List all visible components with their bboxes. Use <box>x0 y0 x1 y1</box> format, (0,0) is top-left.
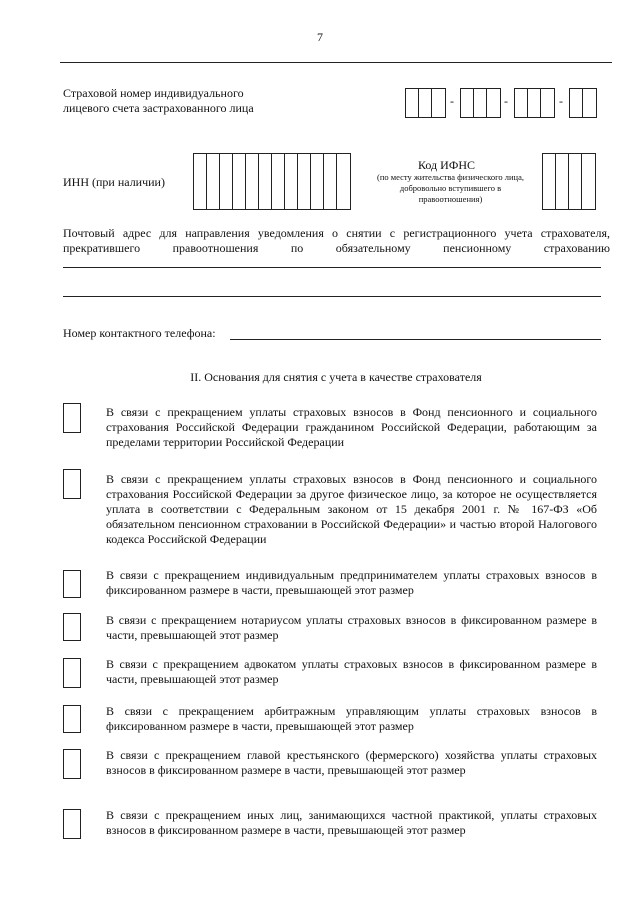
section-title: II. Основания для снятия с учета в качестве страхователя <box>190 370 482 384</box>
snils-group-4[interactable] <box>569 88 597 118</box>
reason-text: В связи с прекращением нотариусом уплаты страховых взносов в фиксированном размере в части, превышающей этот размер <box>106 613 597 642</box>
page-number: 7 <box>317 30 323 44</box>
snils-label <box>63 86 254 116</box>
ifns-note: (по месту жительства физического лица, добровольно вступившего в правоотношения) <box>376 172 524 204</box>
phone-input-line[interactable] <box>230 339 601 340</box>
reason-text: В связи с прекращением индивидуальным предпринимателем уплаты страховых взносов в фиксированном размере в части, превышающей этот размер <box>106 568 597 597</box>
reason-checkbox[interactable] <box>63 403 81 433</box>
snils-separator: - <box>450 94 454 108</box>
address-line-2[interactable] <box>63 296 601 297</box>
inn-input-cells[interactable] <box>193 153 351 210</box>
header-divider <box>60 62 612 63</box>
snils-label-line1: Страховой номер индивидуального <box>63 86 244 100</box>
inn-label: ИНН (при наличии) <box>63 175 165 189</box>
reason-checkbox[interactable] <box>63 570 81 598</box>
snils-separator: - <box>504 94 508 108</box>
reason-checkbox[interactable] <box>63 809 81 839</box>
reason-text: В связи с прекращением главой крестьянского (фермерского) хозяйства уплаты страховых взносов в фиксированном размере в части, превышающей этот размер <box>106 748 597 777</box>
reason-checkbox[interactable] <box>63 705 81 733</box>
phone-label: Номер контактного телефона: <box>63 326 216 340</box>
snils-separator: - <box>559 94 563 108</box>
snils-group-1[interactable] <box>405 88 446 118</box>
ifns-input-cells[interactable] <box>542 153 596 210</box>
reason-text: В связи с прекращением уплаты страховых взносов в Фонд пенсионного и социального страхования Российской Федерации за другое физическое лицо, за которое не осуществляется уплата в соответствии с Федеральным законом от 15 декабря 2001 г. № 167-ФЗ «Об обязательном пенсионном страховании в Российской Федерации» и частью второй Налогового кодекса Российской Федерации <box>106 472 597 546</box>
reason-text: В связи с прекращением адвокатом уплаты страховых взносов в фиксированном размере в части, превышающей этот размер <box>106 657 597 686</box>
reason-checkbox[interactable] <box>63 749 81 779</box>
snils-group-3[interactable] <box>514 88 555 118</box>
snils-label-line2: лицевого счета застрахованного лица <box>63 101 254 115</box>
address-line-1[interactable] <box>63 267 601 268</box>
ifns-title: Код ИФНС <box>418 158 475 172</box>
reason-text: В связи с прекращением уплаты страховых взносов в Фонд пенсионного и социального страхования Российской Федерации гражданином Российской Федерации, работающим за пределами территории Российской Федерации <box>106 405 597 449</box>
reason-text: В связи с прекращением иных лиц, занимающихся частной практикой, уплаты страховых взносов в фиксированном размере в части, превышающей этот размер <box>106 808 597 837</box>
reason-checkbox[interactable] <box>63 613 81 641</box>
address-label: Почтовый адрес для направления уведомления о снятии с регистрационного учета страхователя, прекратившего правоотношения по обязательному пенсионному страхованию <box>63 226 610 255</box>
reason-checkbox[interactable] <box>63 469 81 499</box>
reason-text: В связи с прекращением арбитражным управляющим уплаты страховых взносов в фиксированном размере в части, превышающей этот размер <box>106 704 597 733</box>
snils-group-2[interactable] <box>460 88 501 118</box>
reason-checkbox[interactable] <box>63 658 81 688</box>
